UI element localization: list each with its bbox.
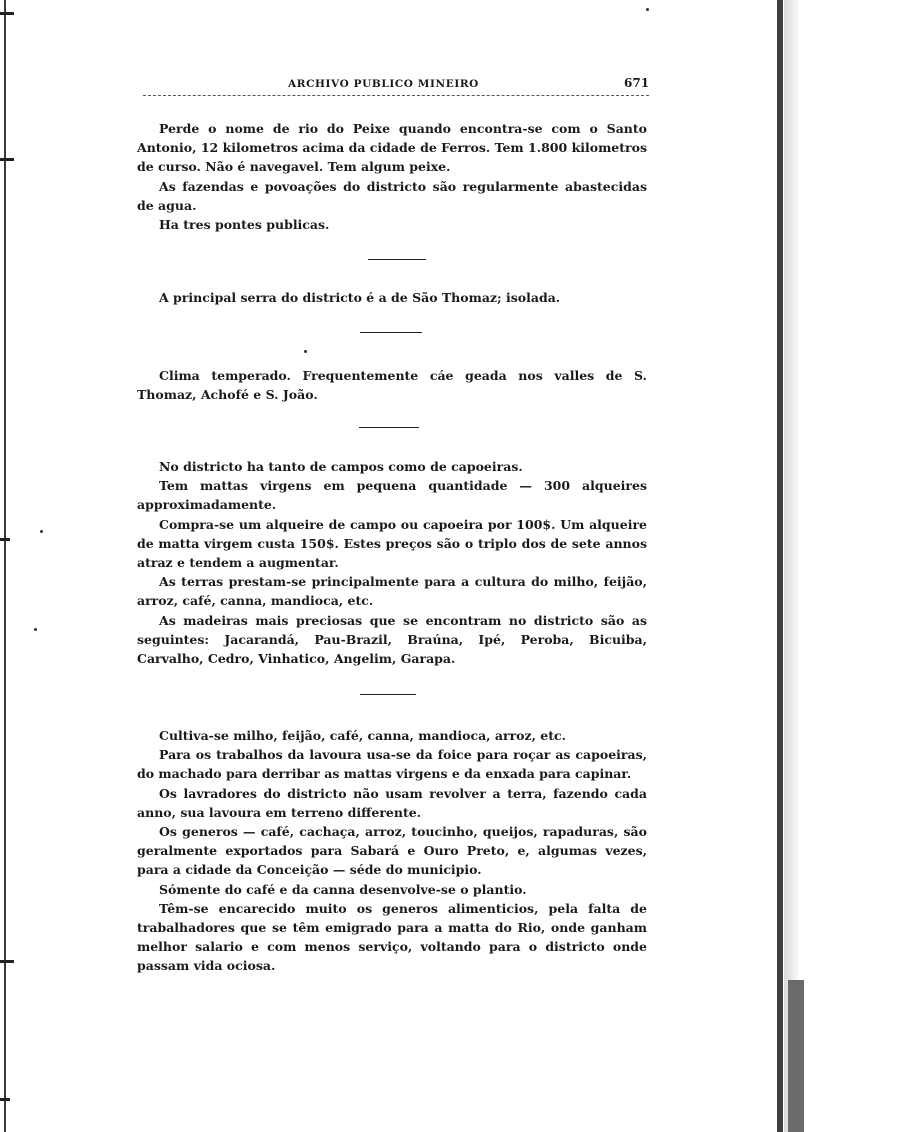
section-rivers bbox=[137, 119, 647, 234]
paragraph: Perde o nome de rio do Peixe quando encontra-se com o Santo Antonio, 12 kilometros acima da cidade de Ferros. Tem 1.800 kilometros de curso. Não é navegavel. Tem algum peixe. bbox=[137, 121, 647, 175]
scan-mark bbox=[0, 158, 14, 161]
scan-mark bbox=[0, 960, 14, 963]
paragraph: As madeiras mais preciosas que se encontram no districto são as seguintes: Jacarandá, Pau-Brazil, Braúna, Ipé, Peroba, Bicuiba, Carvalho, Cedro, Vinhatico, Angelim, Garapa. bbox=[137, 612, 647, 667]
scan-mark bbox=[0, 538, 10, 541]
paragraph: Clima temperado. Frequentemente cáe geada nos valles de S. Thomaz, Achofé e S. João. bbox=[137, 368, 647, 403]
header-rule bbox=[143, 95, 649, 96]
paragraph: Os lavradores do districto não usam revolver a terra, fazendo cada anno, sua lavoura em terreno differente. bbox=[137, 785, 647, 820]
right-scan-shadow bbox=[788, 980, 804, 1132]
scan-speck bbox=[304, 350, 307, 353]
paragraph: Os generos — café, cachaça, arroz, toucinho, queijos, rapaduras, são geralmente exportados para Sabará e Ouro Preto, e, algumas vezes, para a cidade da Conceição — séde do municipio. bbox=[137, 824, 647, 878]
paragraph: As terras prestam-se principalmente para a cultura do milho, feijão, arroz, café, canna, mandioca, etc. bbox=[137, 574, 647, 609]
section-lands bbox=[137, 457, 647, 668]
paragraph: Compra-se um alqueire de campo ou capoeira por 100$. Um alqueire de matta virgem custa 150$. Estes preços são o triplo dos de sete annos atraz e tendem a augmentar. bbox=[137, 516, 647, 571]
scan-speck bbox=[34, 628, 37, 631]
paragraph: A principal serra do districto é a de São Thomaz; isolada. bbox=[159, 290, 561, 305]
paragraph: Têm-se encarecido muito os generos alimenticios, pela falta de trabalhadores que se têm emigrado para a matta do Rio, onde ganham melhor salario e com menos serviço, voltando para o districto onde passam vida ociosa. bbox=[137, 900, 647, 974]
section-separator bbox=[368, 259, 426, 260]
section-separator bbox=[359, 427, 419, 428]
paragraph: Ha tres pontes publicas. bbox=[159, 217, 330, 233]
section-separator bbox=[360, 694, 416, 695]
paragraph: Tem mattas virgens em pequena quantidade — 300 alqueires approximadamente. bbox=[137, 478, 647, 513]
scan-speck bbox=[40, 530, 43, 533]
section-agriculture bbox=[137, 726, 647, 976]
page-number: 671 bbox=[624, 76, 650, 90]
scan-speck bbox=[646, 8, 649, 11]
running-head: ARCHIVO PUBLICO MINEIRO bbox=[288, 78, 479, 90]
right-scan-shadow bbox=[784, 0, 798, 1132]
section-separator bbox=[360, 332, 422, 333]
scan-mark bbox=[0, 1098, 10, 1101]
paragraph: No districto ha tanto de campos como de capoeiras. bbox=[159, 459, 523, 474]
paragraph: Para os trabalhos da lavoura usa-se da foice para roçar as capoeiras, do machado para derribar as mattas virgens e da enxada para capinar. bbox=[137, 747, 647, 782]
paragraph: As fazendas e povoações do districto são regularmente abastecidas de agua. bbox=[137, 178, 647, 213]
paragraph: Sómente do café e da canna desenvolve-se o plantio. bbox=[159, 881, 527, 897]
section-mountains bbox=[137, 288, 647, 307]
scan-mark bbox=[0, 12, 14, 15]
right-scan-edge bbox=[777, 0, 783, 1132]
section-climate bbox=[137, 366, 647, 404]
paragraph: Cultiva-se milho, feijão, café, canna, mandioca, arroz, etc. bbox=[159, 728, 566, 743]
